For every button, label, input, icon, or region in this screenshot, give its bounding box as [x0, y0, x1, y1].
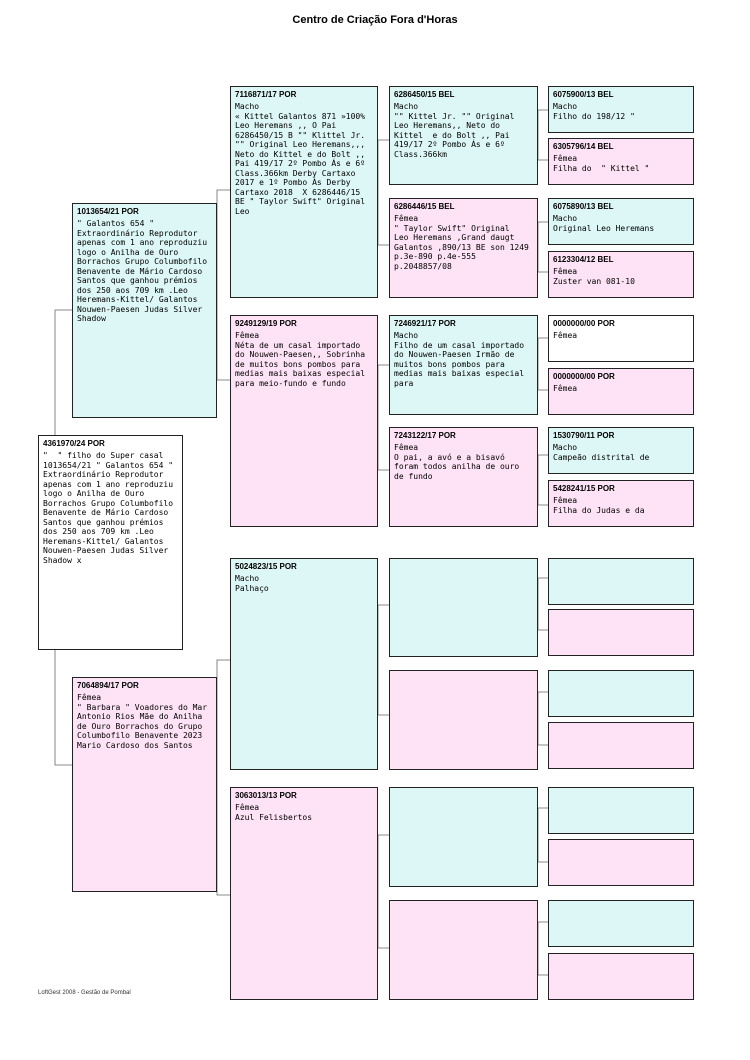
gen3-card	[389, 427, 538, 527]
gen4-ring: 6123304/12 BEL	[553, 255, 614, 264]
gen4-card	[548, 86, 694, 133]
footer-credit: LoftGest 2008 - Gestão de Pombal	[38, 990, 131, 996]
gen3-ring: 7243122/17 POR	[394, 431, 456, 440]
gen4-ring: 1530790/11 POR	[553, 431, 615, 440]
gen4-card-empty	[548, 558, 694, 605]
sire-dam-card	[230, 315, 378, 527]
sire-dam-text: Fêmea Néta de um casal importado do Nouwen-Paesen,, Sobrinha de muitos bons pombos para medias mais baixas especial para meio-fundo e fundo	[235, 331, 366, 388]
gen3-card	[389, 198, 538, 298]
gen4-card-empty	[548, 900, 694, 947]
sire-ring: 1013654/21 POR	[77, 207, 139, 216]
gen4-card-empty	[548, 787, 694, 834]
dam-text: Fêmea " Barbara " Voadores do Mar Antonio Rios Mãe do Anilha de Ouro Borrachos do Grupo Columbofilo Benavente 2023 Mario Cardoso dos Santos	[77, 693, 208, 750]
gen4-text: Macho Campeão distrital de	[553, 443, 650, 462]
dam-card	[72, 677, 217, 892]
subject-card	[38, 435, 183, 650]
sire-dam-ring: 9249129/19 POR	[235, 319, 297, 328]
sire-card	[72, 203, 217, 418]
gen3-text: Macho Filho de um casal importado do Nouwen-Paesen Irmão de muitos bons pombos para medias mais baixas especial para	[394, 331, 525, 388]
dam-sire-card	[230, 558, 378, 770]
gen4-text: Macho Filho do 198/12 "	[553, 102, 635, 121]
gen4-text: Fêmea Filha do " Kittel "	[553, 154, 650, 173]
gen4-ring: 5428241/15 POR	[553, 484, 615, 493]
gen4-ring: 6305796/14 BEL	[553, 142, 614, 151]
gen3-text: Fêmea " Taylor Swift" Original Leo Heremans ,Grand daugt Galantos ,890/13 BE son 1249 p.3e-890 p.4e-555 p.2048857/08	[394, 214, 529, 271]
dam-dam-card	[230, 787, 378, 1000]
gen4-text: Fêmea Zuster van 081-10	[553, 267, 635, 286]
gen3-card-empty	[389, 670, 538, 770]
gen4-card	[548, 368, 694, 415]
gen4-card	[548, 251, 694, 298]
subject-text: " " filho do Super casal 1013654/21 " Galantos 654 " Extraordinário Reprodutor apenas com 1 ano reproduziu logo o Anilha de Ouro Borrachos Grupo Columbofilo Benavente de Mário Cardoso Santos que ganhou prémios dos 250 aos 709 km .Leo Heremans-Kittel/ Galantos Nouwen-Paesen Judas Silver Shadow x	[43, 451, 178, 565]
gen4-ring: 0000000/00 POR	[553, 372, 615, 381]
gen4-card-empty	[548, 722, 694, 769]
dam-sire-ring: 5024823/15 POR	[235, 562, 297, 571]
gen4-card	[548, 198, 694, 245]
gen3-ring: 6286446/15 BEL	[394, 202, 455, 211]
gen3-card-empty	[389, 558, 538, 657]
gen4-card-empty	[548, 609, 694, 656]
gen3-text: Macho "" Kittel Jr. "" Original Leo Heremans,, Neto do Kittel e do Bolt ,, Pai 419/17 2º Pombo Ás e 6º Class.366km	[394, 102, 515, 159]
gen3-card	[389, 86, 538, 185]
gen3-ring: 7246921/17 POR	[394, 319, 456, 328]
sire-text: " Galantos 654 " Extraordinário Reprodutor apenas com 1 ano reproduziu logo o Anilha de Ouro Borrachos Grupo Columbofilo Benavente de Mário Cardoso Santos que ganhou prémios dos 250 aos 709 km .Leo Heremans-Kittel/ Galantos Nouwen-Paesen Judas Silver Shadow	[77, 219, 212, 323]
gen4-ring: 6075890/13 BEL	[553, 202, 614, 211]
dam-sire-text: Macho Palhaço	[235, 574, 269, 593]
gen4-card	[548, 315, 694, 362]
gen3-card-empty	[389, 900, 538, 1000]
gen3-card	[389, 315, 538, 415]
gen4-text: Fêmea Filha do Judas e da	[553, 496, 645, 515]
gen4-card	[548, 480, 694, 527]
gen4-card-empty	[548, 953, 694, 1000]
gen3-card-empty	[389, 787, 538, 887]
dam-ring: 7064894/17 POR	[77, 681, 139, 690]
gen4-card	[548, 138, 694, 185]
gen4-ring: 0000000/00 POR	[553, 319, 615, 328]
gen4-text: Macho Original Leo Heremans	[553, 214, 655, 233]
gen4-text: Fêmea	[553, 384, 578, 393]
gen3-ring: 6286450/15 BEL	[394, 90, 455, 99]
dam-dam-ring: 3063013/13 POR	[235, 791, 297, 800]
dam-dam-text: Fêmea Azul Felisbertos	[235, 803, 313, 822]
sire-sire-ring: 7116871/17 POR	[235, 90, 297, 99]
gen4-card	[548, 427, 694, 474]
gen4-ring: 6075900/13 BEL	[553, 90, 614, 99]
page-title: Centro de Criação Fora d'Horas	[292, 14, 458, 26]
gen4-card-empty	[548, 839, 694, 886]
sire-sire-text: Macho « Kittel Galantos 871 »100% Leo Heremans ,, O Pai 6286450/15 B "" Klittel Jr. "" Original Leo Heremans,,, Neto do Kittel e do Bolt ,, Pai 419/17 2º Pombo Ás e 6º Class.366km Derby Cartaxo 2017 e 1º Pombo Ás Derby Cartaxo 2018 X 6286446/15 BE " Taylor Swift" Original Leo	[235, 102, 366, 216]
subject-ring: 4361970/24 POR	[43, 439, 105, 448]
gen3-text: Fêmea O pai, a avó e a bisavó foram todos anilha de ouro de fundo	[394, 443, 520, 481]
sire-sire-card	[230, 86, 378, 298]
gen4-card-empty	[548, 670, 694, 717]
gen4-text: Fêmea	[553, 331, 578, 340]
